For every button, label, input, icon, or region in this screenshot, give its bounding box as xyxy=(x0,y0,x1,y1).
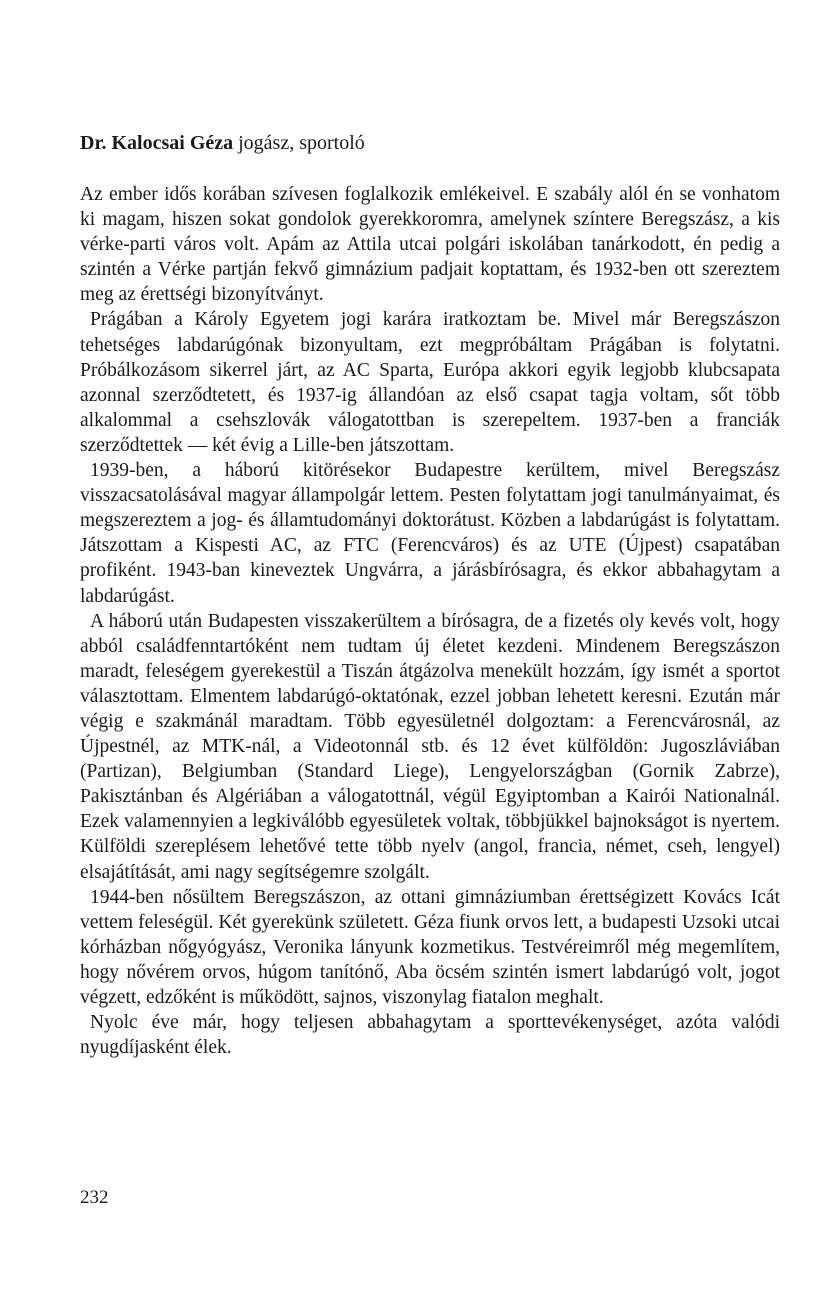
article-body xyxy=(80,182,780,1060)
document-page xyxy=(80,128,780,1060)
paragraph: Nyolc éve már, hogy teljesen abbahagytam a sporttevékenységet, azóta valódi nyugdíjasként élek. xyxy=(80,1012,780,1059)
article-heading xyxy=(80,128,780,158)
author-role: jogász, sportoló xyxy=(238,132,365,154)
paragraph: A háború után Budapesten visszakerültem a bírósagra, de a fizetés oly kevés volt, hogy abból családfenntartóként nem tudtam új életet kezdeni. Mindenem Beregszászon maradt, feleségem gyerekestül a Tiszán átgázolva menekült hozzám, így ismét a sportot választottam. Elmentem labdarúgó-oktatónak, ezzel jobban lehetett keresni. Ezután már végig e szakmánál maradtam. Több egyesületnél dolgoztam: a Ferencvárosnál, az Újpestnél, az MTK-nál, a Videotonnál stb. és 12 évet külföldön: Jugoszláviában (Partizan), Belgiumban (Standard Liege), Lengyelországban (Gornik Zabrze), Pakisztánban és Algériában a válogatottnál, végül Egyiptomban a Kairói Nationalnál. Ezek valamennyien a legkiválóbb egyesületek voltak, többjükkel bajnokságot is nyertem. Külföldi szereplésem lehetővé tette több nyelv (angol, francia, német, cseh, lengyel) elsajátítását, ami nagy segítségemre szolgált. xyxy=(80,610,780,883)
page-number: 232 xyxy=(80,1187,109,1208)
paragraph: 1939-ben, a háború kitörésekor Budapestre kerültem, mivel Beregszász visszacsatolásával magyar állampolgár lettem. Pesten folytattam jogi tanulmányaimat, és megszereztem a jog- és államtudományi doktorátust. Közben a labdarúgást is folytattam. Játszottam a Kispesti AC, az FTC (Ferencváros) és az UTE (Újpest) csapatában profiként. 1943-ban kineveztek Ungvárra, a járásbírósagra, és ekkor abbahagytam a labdarúgást. xyxy=(80,460,780,607)
author-name: Dr. Kalocsai Géza xyxy=(80,132,234,154)
paragraph: 1944-ben nősültem Beregszászon, az ottani gimnáziumban érettségizett Kovács Icát vettem feleségül. Két gyerekünk született. Géza fiunk orvos lett, a budapesti Uzsoki utcai kórházban nőgyógyász, Veronika lányunk kozmetikus. Testvéreimről még megemlítem, hogy nővérem orvos, húgom tanítónő, Aba öcsém szintén ismert labdarúgó volt, jogot végzett, edzőként is működött, sajnos, viszonylag fiatalon meghalt. xyxy=(80,886,780,1008)
paragraph: Az ember idős korában szívesen foglalkozik emlékeivel. E szabály alól én se vonhatom ki magam, hiszen sokat gondolok gyerekkoromra, amelynek színtere Beregszász, a kis vérke-parti város volt. Apám az Attila utcai polgári iskolában tanárkodott, én pedig a szintén a Vérke partján fekvő gimnázium padjait koptattam, és 1932-ben ott szereztem meg az érettségi bizonyítványt. xyxy=(80,184,780,306)
paragraph: Prágában a Károly Egyetem jogi karára iratkoztam be. Mivel már Beregszászon tehetséges labdarúgónak bizonyultam, ezt megpróbáltam Prágában is folytatni. Próbálkozásom sikerrel járt, az AC Sparta, Európa akkori egyik legjobb klubcsapata azonnal szerződtetett, és 1937-ig állandóan az első csapat tagja voltam, sőt több alkalommal a csehszlovák válogatottban is szerepeltem. 1937-ben a franciák szerződtettek — két évig a Lille-ben játszottam. xyxy=(80,309,780,456)
